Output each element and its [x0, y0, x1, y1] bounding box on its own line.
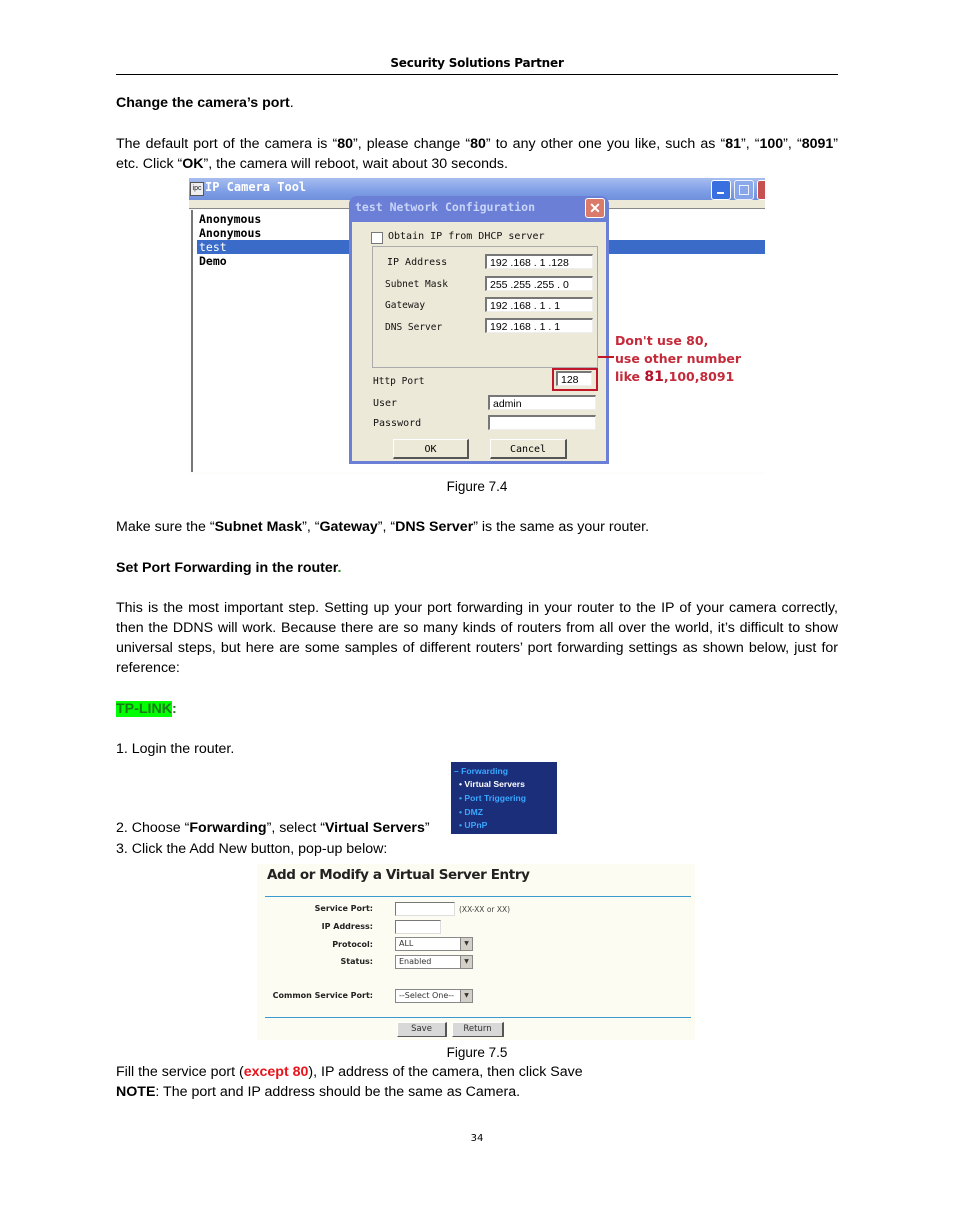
- menu-upnp[interactable]: • UPnP: [459, 820, 488, 830]
- text: 2. Choose “: [116, 820, 190, 836]
- step-2: [116, 818, 456, 838]
- step-1: 1. Login the router.: [116, 741, 235, 757]
- ip-address-label: IP Address: [387, 257, 448, 268]
- dropdown-arrow-icon: ▼: [460, 956, 472, 968]
- section-heading-port-forwarding: [116, 558, 838, 578]
- http-port-highlight: [552, 368, 598, 391]
- step-3: 3. Click the Add New button, pop-up below:: [116, 841, 388, 857]
- text: ”: [424, 820, 430, 836]
- header-divider: [116, 74, 838, 75]
- device-list-item-selected[interactable]: test: [197, 240, 765, 254]
- ip-address-field[interactable]: 192 .168 . 1 .128: [485, 254, 593, 269]
- common-service-port-select[interactable]: [395, 989, 473, 1003]
- bold-text: Gateway: [319, 519, 378, 535]
- maximize-icon: [739, 185, 749, 195]
- text: 81: [644, 369, 664, 385]
- bold-text: Subnet Mask: [214, 519, 303, 535]
- text: ), IP address of the camera, then click Save: [308, 1064, 583, 1080]
- dhcp-label: Obtain IP from DHCP server: [388, 231, 545, 242]
- bold-text: 81: [725, 136, 741, 152]
- text: ” is the same as your router.: [473, 519, 650, 535]
- minimize-button[interactable]: [711, 180, 731, 200]
- text: Fill the service port (: [116, 1064, 244, 1080]
- common-service-port-label: Common Service Port:: [272, 991, 373, 1000]
- page-header-title: Security Solutions Partner: [390, 56, 564, 70]
- network-config-dialog: [349, 196, 609, 464]
- bold-text: 100: [759, 136, 784, 152]
- text: ”, the camera will reboot, wait about 30 seconds.: [203, 156, 508, 172]
- protocol-select[interactable]: [395, 937, 473, 951]
- figure-virtual-server-entry: [257, 864, 695, 1040]
- heading-text: Change the camera’s port: [116, 95, 290, 111]
- service-port-hint: (XX-XX or XX): [459, 905, 511, 914]
- dns-server-label: DNS Server: [385, 322, 443, 333]
- dialog-body: [352, 222, 606, 461]
- text: ”, “: [783, 136, 802, 152]
- callout-line-2: use other number: [615, 351, 742, 366]
- port-warning-callout: [615, 332, 741, 386]
- figure-caption: Figure 7.4: [446, 479, 508, 494]
- paragraph-note: [116, 1082, 838, 1102]
- common-service-port-value: --Select One--: [399, 991, 455, 1000]
- device-list-item[interactable]: Anonymous: [199, 212, 262, 226]
- close-icon: ✕: [589, 200, 601, 216]
- dialog-title: test Network Configuration: [355, 200, 536, 214]
- protocol-value: ALL: [399, 939, 414, 948]
- text: ”, “: [740, 136, 760, 152]
- text: The default port of the camera is “: [116, 136, 338, 152]
- form-divider-bottom: [265, 1017, 691, 1018]
- service-port-label: Service Port:: [314, 904, 373, 913]
- text: :: [171, 701, 177, 717]
- protocol-label: Protocol:: [332, 940, 373, 949]
- dropdown-arrow-icon: ▼: [460, 938, 472, 950]
- save-button[interactable]: Save: [397, 1022, 447, 1037]
- paragraph-fill-service-port: [116, 1062, 838, 1082]
- heading-period: .: [289, 95, 294, 111]
- paragraph-port-forwarding-intro: This is the most important step. Setting up your port forwarding in your router to the IP of your camera correctly, then the DDNS will work. Because there are so many kinds of routers from all over the world, it’s difficult to show universal steps, but here are some samples of different routers’ port forwarding settings as shown below, just for reference:: [116, 600, 838, 676]
- bold-text: 80: [470, 136, 486, 152]
- bold-text: 8091: [801, 136, 834, 152]
- ip-address-label: IP Address:: [321, 922, 373, 931]
- text: ”, please change “: [352, 136, 471, 152]
- text: like: [615, 369, 645, 384]
- router-brand-label: [116, 699, 838, 719]
- return-button[interactable]: Return: [452, 1022, 504, 1037]
- heading-text: Set Port Forwarding in the router: [116, 560, 338, 576]
- cancel-button[interactable]: Cancel: [490, 439, 567, 459]
- bold-text: 80: [337, 136, 353, 152]
- http-port-label: Http Port: [373, 376, 425, 387]
- paragraph-same-as-router: [116, 517, 838, 537]
- bold-text: DNS Server: [395, 519, 474, 535]
- warning-text: except 80: [243, 1064, 309, 1080]
- status-select[interactable]: [395, 955, 473, 969]
- forwarding-menu: [451, 762, 557, 834]
- bold-text: Forwarding: [189, 820, 267, 836]
- password-label: Password: [373, 418, 422, 429]
- menu-dmz[interactable]: • DMZ: [459, 807, 484, 817]
- status-value: Enabled: [399, 957, 432, 966]
- user-label: User: [373, 398, 398, 409]
- device-list-item[interactable]: Demo: [199, 254, 227, 268]
- subnet-mask-field[interactable]: 255 .255 .255 . 0: [485, 276, 593, 291]
- figure-caption: Figure 7.5: [446, 1045, 508, 1060]
- bold-text: OK: [182, 156, 204, 172]
- ok-button[interactable]: OK: [393, 439, 469, 459]
- window-title: IP Camera Tool: [205, 180, 307, 194]
- text: ”, select “: [266, 820, 325, 836]
- heading-period: .: [337, 560, 342, 576]
- window-close-button[interactable]: [757, 180, 765, 200]
- gateway-field[interactable]: 192 .168 . 1 . 1: [485, 297, 593, 312]
- text: : The port and IP address should be the same as Camera.: [155, 1084, 521, 1100]
- callout-line-1: Don't use 80,: [615, 333, 709, 348]
- page-number: 34: [470, 1133, 484, 1144]
- http-port-field[interactable]: 128: [556, 371, 592, 386]
- callout-connector: [598, 356, 614, 358]
- text: ”, “: [377, 519, 396, 535]
- form-divider-top: [265, 896, 691, 897]
- status-label: Status:: [340, 957, 373, 966]
- text: ,100,8091: [663, 369, 735, 384]
- menu-forwarding[interactable]: – Forwarding: [454, 766, 508, 776]
- password-field[interactable]: [488, 415, 596, 430]
- callout-line-3: [615, 368, 741, 386]
- note-label: NOTE: [116, 1084, 156, 1100]
- menu-virtual-servers[interactable]: • Virtual Servers: [459, 779, 525, 789]
- dialog-close-button[interactable]: [585, 198, 605, 218]
- dhcp-checkbox[interactable]: [371, 232, 383, 244]
- text: Make sure the “: [116, 519, 215, 535]
- paragraph-default-port: [116, 134, 838, 174]
- device-list-item[interactable]: Anonymous: [199, 226, 262, 240]
- text: ” etc. Click “: [116, 136, 838, 172]
- form-title: Add or Modify a Virtual Server Entry: [267, 867, 530, 883]
- ip-address-input[interactable]: [395, 920, 441, 934]
- gateway-label: Gateway: [385, 300, 426, 311]
- dns-server-field[interactable]: 192 .168 . 1 . 1: [485, 318, 593, 333]
- subnet-mask-label: Subnet Mask: [385, 279, 448, 290]
- section-heading-change-port: [116, 93, 838, 113]
- ip-settings-group: [372, 246, 598, 368]
- service-port-input[interactable]: [395, 902, 455, 916]
- text: ” to any other one you like, such as “: [485, 136, 726, 152]
- user-field[interactable]: admin: [488, 395, 596, 410]
- app-icon: ipc: [190, 182, 204, 196]
- menu-port-triggering[interactable]: • Port Triggering: [459, 793, 526, 803]
- dropdown-arrow-icon: ▼: [460, 990, 472, 1002]
- maximize-button[interactable]: [734, 180, 754, 200]
- bold-text: Virtual Servers: [324, 820, 425, 836]
- brand-highlight: TP-LINK: [116, 701, 172, 717]
- text: ”, “: [302, 519, 320, 535]
- minimize-icon: [717, 192, 724, 194]
- figure-ip-camera-tool: [189, 178, 765, 474]
